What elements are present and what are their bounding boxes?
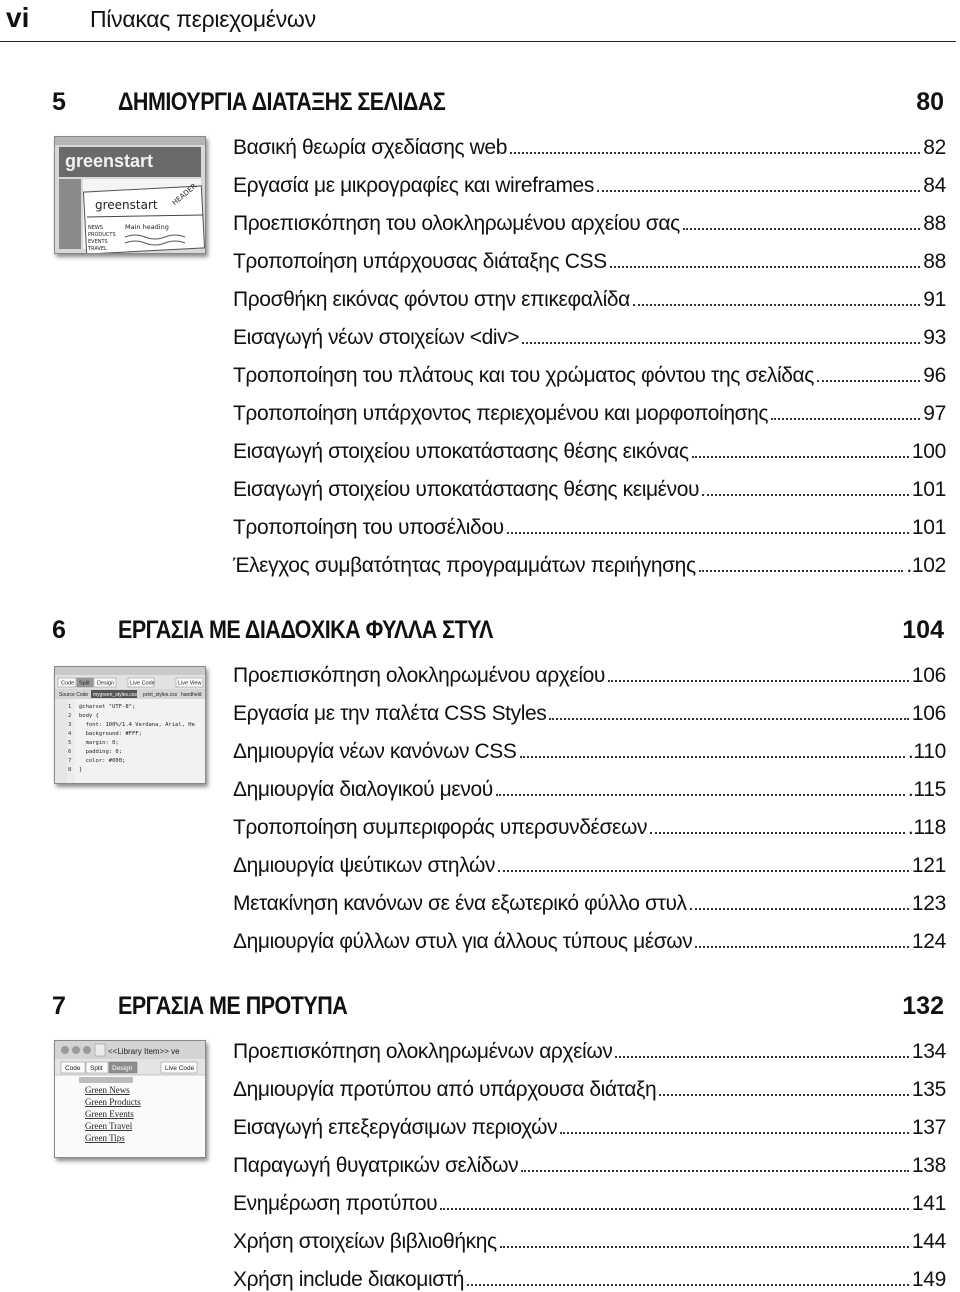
- dot-leader: [817, 380, 920, 382]
- page-number: vi: [6, 2, 30, 33]
- toc-entry[interactable]: [233, 1222, 946, 1254]
- thumb-code-line-3: font: 100%/1.4 Verdana, Arial, He: [79, 722, 195, 728]
- dot-leader: [521, 1170, 909, 1172]
- entry-page: 88: [923, 212, 946, 235]
- entry-page: 106: [911, 702, 946, 725]
- thumb-nav-1: NEWS: [88, 225, 104, 231]
- entry-title: Χρήση στοιχείων βιβλιοθήκης: [233, 1230, 497, 1253]
- entry-page: 88: [923, 250, 946, 273]
- running-header: [0, 0, 960, 44]
- toc-entry[interactable]: [233, 1184, 946, 1216]
- entry-page: .110: [907, 740, 946, 763]
- thumb-btn-design: Design: [97, 680, 115, 687]
- entry-title: Εργασία με την παλέτα CSS Styles: [233, 702, 547, 725]
- entry-page: .118: [907, 816, 946, 839]
- thumb-code-line-1: @charset "UTF-8";: [79, 704, 136, 710]
- header-rule: [0, 41, 956, 42]
- entry-title: Δημιουργία νέων κανόνων CSS: [233, 740, 517, 763]
- entry-page: 144: [911, 1230, 946, 1253]
- dot-leader: [692, 456, 909, 458]
- toc-entry[interactable]: [233, 770, 946, 802]
- thumb-file-print: print_styles.css: [143, 692, 178, 698]
- entry-title: Δημιουργία διαλογικού μενού: [233, 778, 493, 801]
- toc-entry[interactable]: [233, 204, 946, 236]
- thumb-btn-split: Split: [79, 680, 90, 687]
- entry-page: 141: [911, 1192, 946, 1215]
- chapter-title[interactable]: ΕΡΓΑΣΙΑ ΜΕ ΠΡΟΤΥΠΑ: [118, 992, 348, 1020]
- thumb-btn-livecode: Live Code: [165, 1065, 195, 1072]
- toc-entry[interactable]: [233, 808, 946, 840]
- chapter-page: 80: [916, 88, 944, 116]
- entry-title: Παραγωγή θυγατρικών σελίδων: [233, 1154, 519, 1177]
- entry-page: 97: [923, 402, 946, 425]
- svg-text:5: 5: [68, 740, 72, 746]
- thumb-btn-split: Split: [90, 1065, 103, 1072]
- thumb-nav-3: EVENTS: [88, 239, 108, 245]
- svg-text:1: 1: [68, 704, 72, 710]
- toc-entry[interactable]: [233, 846, 946, 878]
- toc-entry[interactable]: [233, 1032, 946, 1064]
- entry-page: 101: [911, 516, 946, 539]
- toc-entry[interactable]: [233, 656, 946, 688]
- thumb-sketch-tag: HEADER: [170, 182, 199, 208]
- dot-leader: [510, 152, 920, 154]
- toc-entry[interactable]: [233, 1108, 946, 1140]
- entry-title: Εισαγωγή στοιχείου υποκατάστασης θέσης κειμένου: [233, 478, 700, 501]
- chapter-heading: [0, 612, 960, 652]
- thumb-brand: greenstart: [65, 151, 154, 171]
- entry-page: 101: [911, 478, 946, 501]
- dot-leader: [496, 794, 905, 796]
- toc-entry[interactable]: [233, 508, 946, 540]
- chapter-7-thumbnail: [54, 1040, 206, 1158]
- thumbnail-image: [55, 137, 205, 253]
- entry-page: 91: [923, 288, 946, 311]
- entry-page: 149: [911, 1268, 946, 1291]
- entry-title: Εισαγωγή στοιχείου υποκατάστασης θέσης εικόνας: [233, 440, 689, 463]
- entry-title: Τροποποίηση του πλάτους και του χρώματος φόντου της σελίδας: [233, 364, 815, 387]
- toc-entry[interactable]: [233, 242, 946, 274]
- toc-entry[interactable]: [233, 470, 946, 502]
- entry-page: 100: [911, 440, 946, 463]
- thumb-tab-title: <<Library Item>> ve: [108, 1047, 180, 1056]
- entry-title: Τροποποίηση υπάρχοντος περιεχομένου και μορφοποίησης: [233, 402, 769, 425]
- thumb-file-handheld: handheld: [181, 692, 202, 698]
- dot-leader: [615, 1056, 908, 1058]
- entry-title: Προεπισκόπηση ολοκληρωμένου αρχείου: [233, 664, 605, 687]
- toc-entry[interactable]: [233, 166, 946, 198]
- thumb-btn-code: Code: [61, 680, 75, 687]
- entry-page: 124: [911, 930, 946, 953]
- thumb-code-line-5: margin: 0;: [79, 740, 119, 746]
- thumb-btn-design: Design: [112, 1065, 133, 1072]
- entry-page: 123: [911, 892, 946, 915]
- dot-leader: [500, 1246, 909, 1248]
- dot-leader: [520, 756, 905, 758]
- dot-leader: [522, 342, 920, 344]
- entry-title: Μετακίνηση κανόνων σε ένα εξωτερικό φύλλο στυλ: [233, 892, 687, 915]
- thumb-sketch-heading: Main heading: [125, 223, 169, 231]
- entry-title: Τροποποίηση του υποσέλιδου: [233, 516, 504, 539]
- thumb-link-tips: Green Tips: [85, 1133, 125, 1143]
- dot-leader: [597, 190, 920, 192]
- svg-text:3: 3: [68, 722, 72, 728]
- chapter-6-thumbnail: [54, 666, 206, 784]
- dot-leader: [683, 228, 920, 230]
- toc-entry[interactable]: [233, 1146, 946, 1178]
- thumb-btn-liveview: Live View: [178, 680, 202, 687]
- thumb-nav-4: TRAVEL: [88, 246, 107, 252]
- page-title: Πίνακας περιεχομένων: [90, 6, 316, 32]
- dot-leader: [610, 266, 921, 268]
- entry-page: 134: [911, 1040, 946, 1063]
- chapter-page: 132: [902, 992, 944, 1020]
- entry-page: 138: [911, 1154, 946, 1177]
- entry-title: Εισαγωγή νέων στοιχείων <div>: [233, 326, 520, 349]
- chapter-page: 104: [902, 616, 944, 644]
- entry-title: Εργασία με μικρογραφίες και wireframes: [233, 174, 594, 197]
- entry-page: .115: [907, 778, 946, 801]
- toc-entry[interactable]: [233, 694, 946, 726]
- entry-page: 106: [911, 664, 946, 687]
- entry-title: Δημιουργία προτύπου από υπάρχουσα διάταξη: [233, 1078, 657, 1101]
- dot-leader: [699, 570, 904, 572]
- toc-entry[interactable]: [233, 732, 946, 764]
- toc-entry[interactable]: [233, 128, 946, 160]
- toc-entry[interactable]: [233, 432, 946, 464]
- entry-page: 135: [911, 1078, 946, 1101]
- entry-title: Ενημέρωση προτύπου: [233, 1192, 438, 1215]
- dot-leader: [695, 946, 908, 948]
- svg-text:8: 8: [68, 767, 72, 773]
- dot-leader: [650, 832, 905, 834]
- svg-text:4: 4: [68, 731, 72, 737]
- dot-leader: [633, 304, 920, 306]
- chapter-5-thumbnail: [54, 136, 206, 254]
- toc-entry[interactable]: [233, 546, 946, 578]
- thumbnail-image: [55, 1041, 205, 1157]
- toc-entry[interactable]: [233, 1070, 946, 1102]
- entry-page: .102: [906, 554, 946, 577]
- chapter-title[interactable]: ΕΡΓΑΣΙΑ ΜΕ ΔΙΑΔΟΧΙΚΑ ΦΥΛΛΑ ΣΤΥΛ: [118, 616, 493, 644]
- dot-leader: [549, 718, 908, 720]
- thumb-file-mygreen: mygreen_styles.css: [93, 692, 137, 698]
- entry-title: Δημιουργία φύλλων στυλ για άλλους τύπους μέσων: [233, 930, 693, 953]
- thumb-file-source: Source Code: [59, 692, 89, 698]
- toc-entry[interactable]: [233, 922, 946, 954]
- chapter-heading: [0, 988, 960, 1028]
- toc-entry[interactable]: [233, 1260, 946, 1292]
- thumbnail-image: [55, 667, 205, 783]
- thumb-link-products: Green Products: [85, 1097, 141, 1107]
- entry-title: Χρήση include διακομιστή: [233, 1268, 465, 1291]
- dot-leader: [507, 532, 909, 534]
- entry-page: 84: [923, 174, 946, 197]
- thumb-nav-2: PRODUCTS: [88, 232, 116, 238]
- chapter-heading: [0, 84, 960, 124]
- entry-title: Εισαγωγή επεξεργάσιμων περιοχών: [233, 1116, 558, 1139]
- entry-title: Τροποποίηση υπάρχουσας διάταξης CSS: [233, 250, 607, 273]
- dot-leader: [659, 1094, 909, 1096]
- thumb-btn-livecode: Live Code: [130, 680, 155, 687]
- dot-leader: [440, 1208, 909, 1210]
- entry-page: 121: [911, 854, 946, 877]
- entry-title: Προεπισκόπηση ολοκληρωμένων αρχείων: [233, 1040, 613, 1063]
- entry-page: 137: [911, 1116, 946, 1139]
- chapter-number: 7: [52, 992, 66, 1020]
- svg-text:2: 2: [68, 713, 72, 719]
- svg-text:7: 7: [68, 758, 72, 764]
- thumb-code-line-6: padding: 0;: [79, 749, 123, 755]
- dot-leader: [560, 1132, 909, 1134]
- thumb-link-events: Green Events: [85, 1109, 134, 1119]
- chapter-title[interactable]: ΔΗΜΙΟΥΡΓΙΑ ΔΙΑΤΑΞΗΣ ΣΕΛΙΔΑΣ: [118, 88, 446, 116]
- thumb-code-line-4: background: #FFF;: [79, 731, 142, 737]
- entry-title: Δημιουργία ψεύτικων στηλών: [233, 854, 496, 877]
- thumb-code-line-8: }: [79, 767, 83, 773]
- dot-leader: [498, 870, 909, 872]
- thumb-code-line-7: color: #000;: [79, 758, 126, 764]
- thumb-btn-code: Code: [65, 1065, 81, 1072]
- toc-entry[interactable]: [233, 884, 946, 916]
- chapter-number: 5: [52, 88, 66, 116]
- dot-leader: [702, 494, 909, 496]
- entry-title: Βασική θεωρία σχεδίασης web: [233, 136, 507, 159]
- entry-title: Τροποποίηση συμπεριφοράς υπερσυνδέσεων: [233, 816, 648, 839]
- thumb-link-travel: Green Travel: [85, 1121, 133, 1131]
- entry-page: 96: [923, 364, 946, 387]
- entry-title: Προεπισκόπηση του ολοκληρωμένου αρχείου σας: [233, 212, 680, 235]
- toc-entry[interactable]: [233, 394, 946, 426]
- dot-leader: [608, 680, 909, 682]
- toc-entry[interactable]: [233, 318, 946, 350]
- dot-leader: [771, 418, 920, 420]
- svg-text:6: 6: [68, 749, 72, 755]
- thumb-sketch-brand: greenstart: [95, 198, 158, 212]
- entry-page: 82: [923, 136, 946, 159]
- entry-title: Έλεγχος συμβατότητας προγραμμάτων περιήγησης: [233, 554, 696, 577]
- thumb-code-line-2: body {: [79, 713, 99, 719]
- toc-entry[interactable]: [233, 356, 946, 388]
- chapter-number: 6: [52, 616, 66, 644]
- toc-entry[interactable]: [233, 280, 946, 312]
- thumb-link-news: Green News: [85, 1085, 130, 1095]
- dot-leader: [690, 908, 909, 910]
- entry-page: 93: [923, 326, 946, 349]
- entry-title: Προσθήκη εικόνας φόντου στην επικεφαλίδα: [233, 288, 630, 311]
- dot-leader: [467, 1284, 909, 1286]
